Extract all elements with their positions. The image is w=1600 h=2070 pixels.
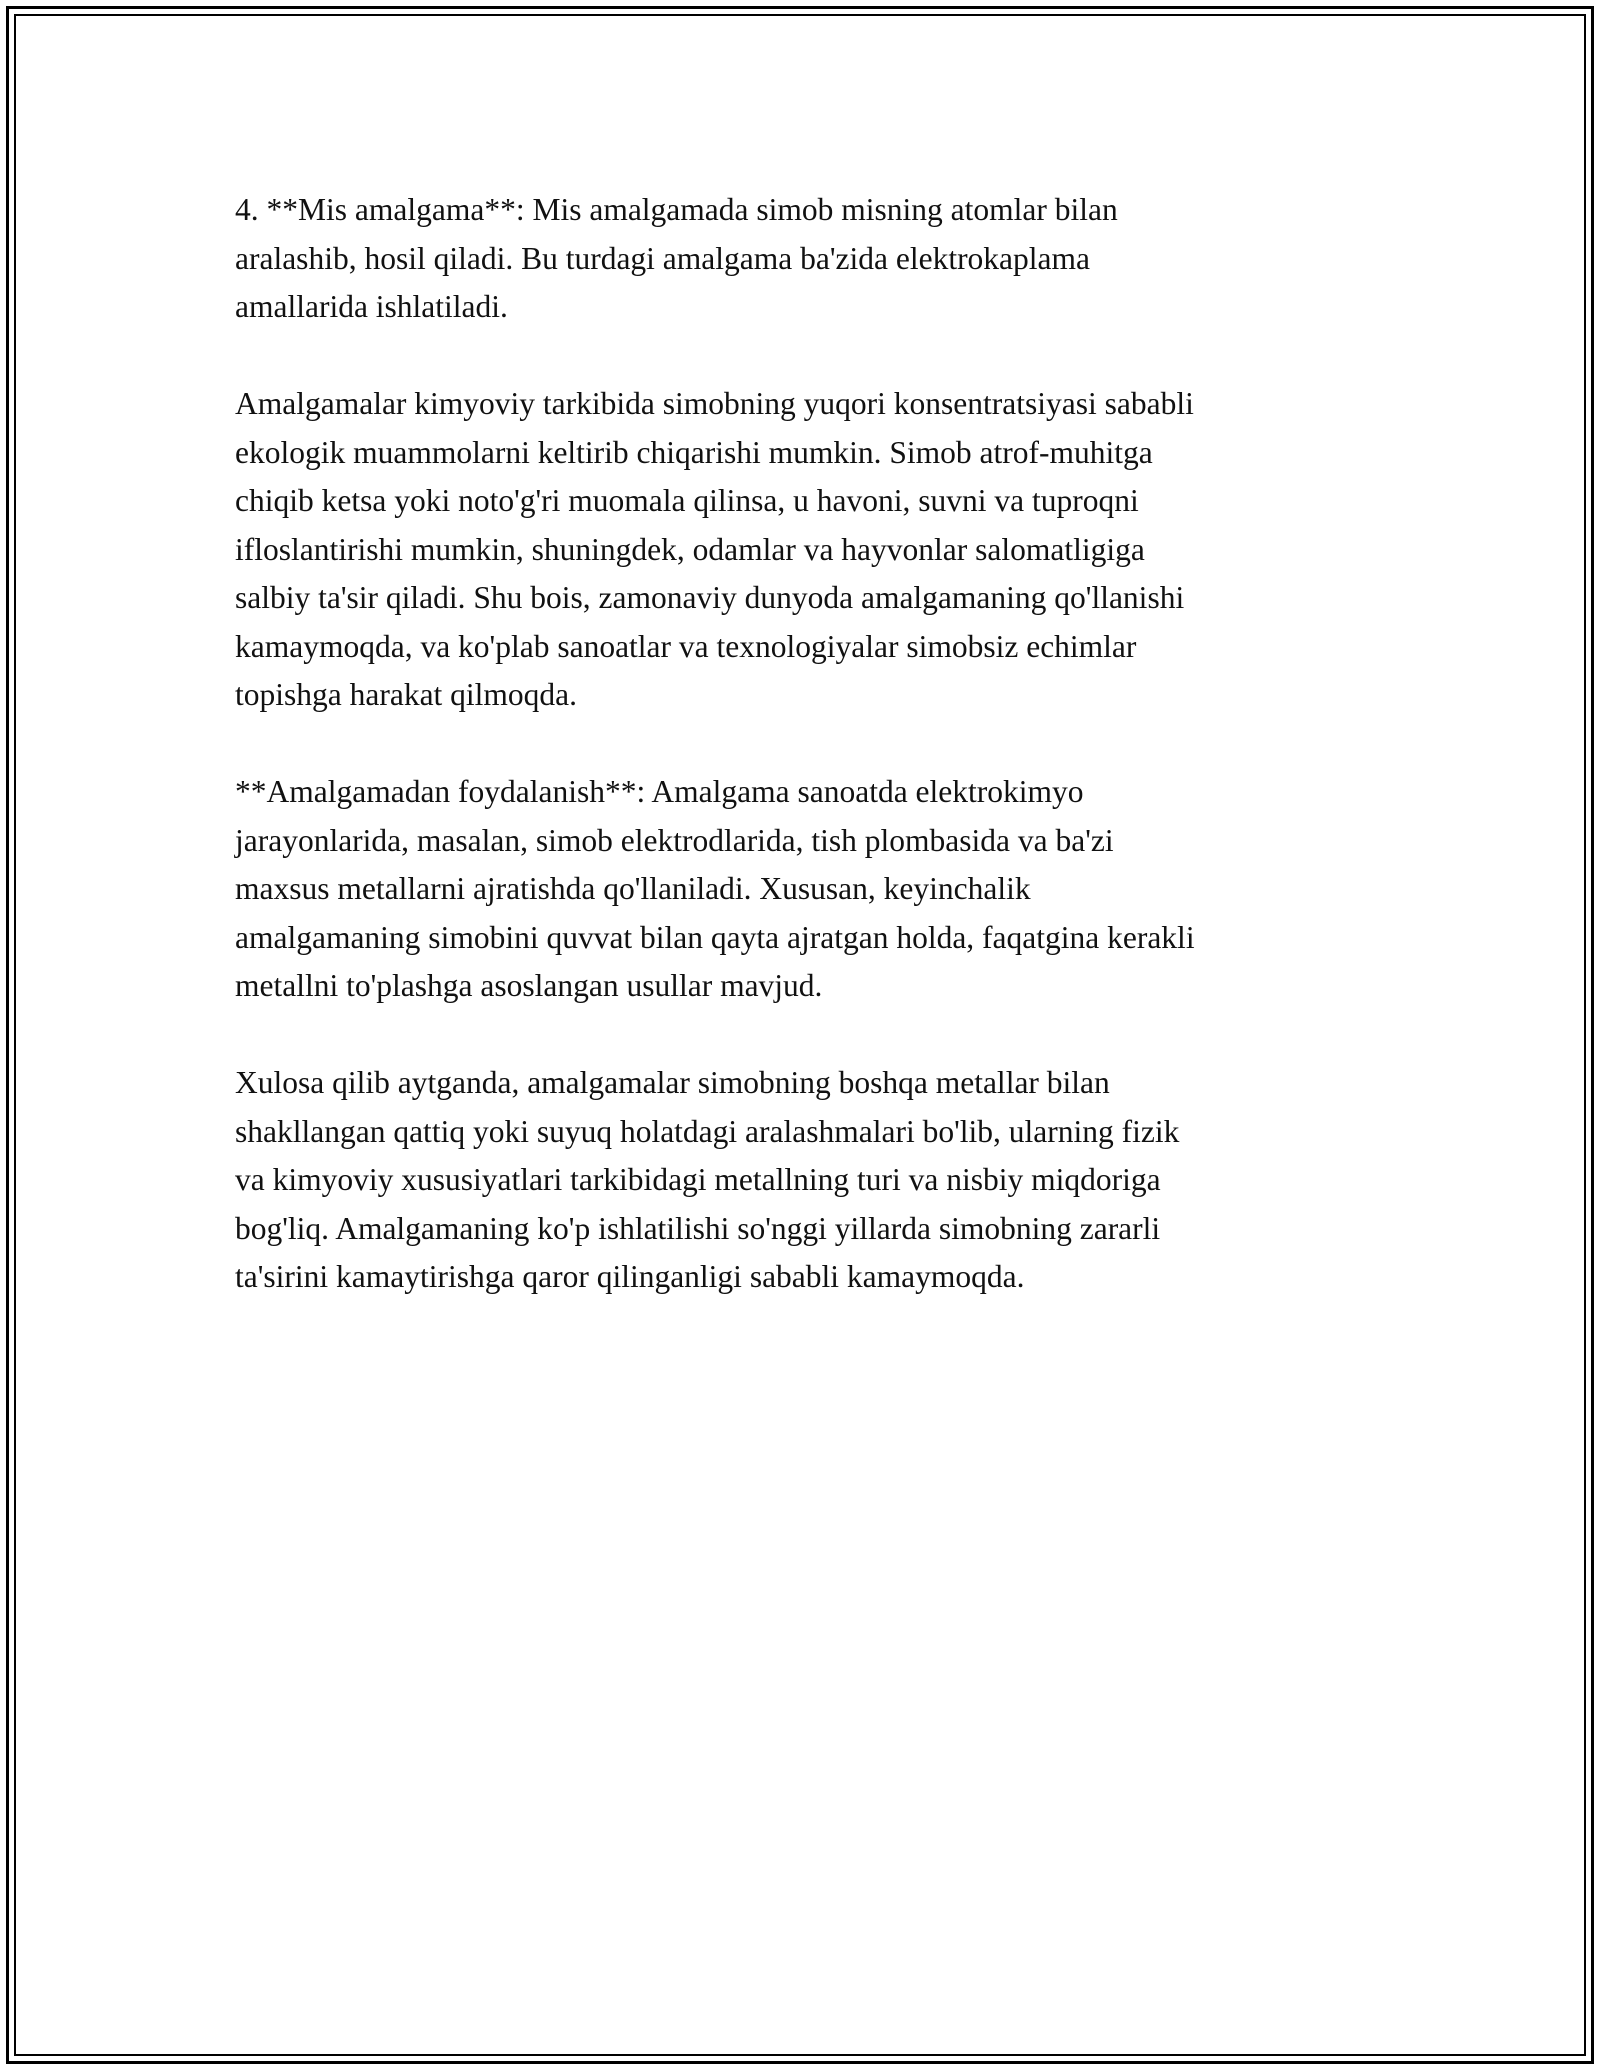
document-body (235, 186, 1370, 1350)
paragraph-conclusion: Xulosa qilib aytganda, amalgamalar simobning boshqa metallar bilan shakllangan qattiq yoki suyuq holatdagi aralashmalari bo'lib, ularning fizik va kimyoviy xususiyatlari tarkibidagi metallning turi va nisbiy miqdoriga bog'liq. Amalgamaning ko'p ishlatilishi so'nggi yillarda simobning zararli ta'sirini kamaytirishga qaror qilinganligi sababli kamaymoqda. (235, 1065, 1180, 1294)
paragraph-mis-amalgama: 4. **Mis amalgama**: Mis amalgamada simob misning atomlar bilan aralashib, hosil qiladi. Bu turdagi amalgama ba'zida elektrokaplama amallarida ishlatiladi. (235, 192, 1118, 324)
paragraph-amalgam-usage: **Amalgamadan foydalanish**: Amalgama sanoatda elektrokimyo jarayonlarida, masalan, simob elektrodlarida, tish plombasida va ba'zi maxsus metallarni ajratishda qo'llaniladi. Xususan, keyinchalik amalgamaning simobini quvvat bilan qayta ajratgan holda, faqatgina kerakli metallni to'plashga asoslangan usullar mavjud. (235, 774, 1195, 1003)
paragraph-ecological-problems: Amalgamalar kimyoviy tarkibida simobning yuqori konsentratsiyasi sababli ekologik muammolarni keltirib chiqarishi mumkin. Simob atrof-muhitga chiqib ketsa yoki noto'g'ri muomala qilinsa, u havoni, suvni va tuproqni ifloslantirishi mumkin, shuningdek, odamlar va hayvonlar salomatligiga salbiy ta'sir qiladi. Shu bois, zamonaviy dunyoda amalgamaning qo'llanishi kamaymoqda, va ko'plab sanoatlar va texnologiyalar simobsiz echimlar topishga harakat qilmoqda. (235, 386, 1194, 712)
